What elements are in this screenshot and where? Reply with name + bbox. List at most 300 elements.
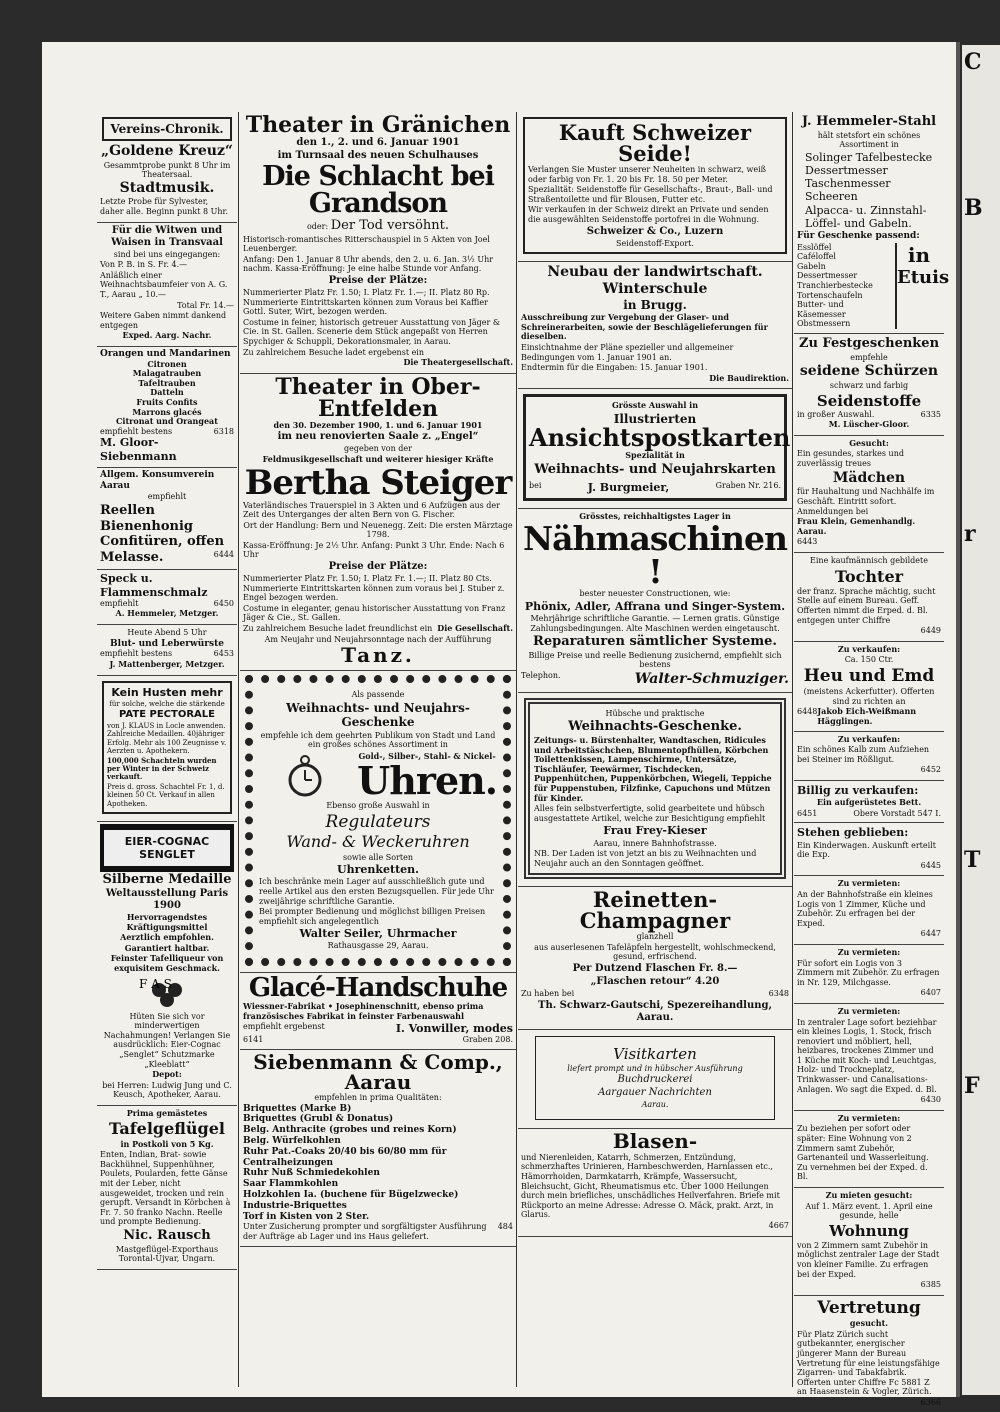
konsum-line1: Reellen Bienenhonig [100, 503, 193, 534]
hm-gift: Käsemesser [797, 309, 846, 319]
he-pre: Zu verkaufen: [837, 643, 901, 654]
orangen-footer: empfiehlt bestens [100, 426, 173, 436]
adjacent-page-fragment: F [964, 1073, 980, 1099]
hm-title: J. Hemmeler-Stahl [801, 114, 937, 129]
ad-heu-emd [794, 642, 944, 732]
husten-title: Kein Husten mehr [111, 685, 223, 699]
rc-text1: aus auserlesenen Tafeläpfeln hergestellt, wohlschmeckend, gesund, erfrischend. [534, 942, 776, 962]
fs-sign: M. Lüscher-Gloor. [828, 419, 910, 430]
sb-item: Saar Flammkohlen [243, 1179, 339, 1190]
ad-husten [97, 676, 237, 822]
w-title: Wohnung [829, 1221, 909, 1240]
orangen-item: Fruits Confits [136, 397, 198, 408]
uh-kinds: Gold-, Silber-, Stahl- & Nickel- [358, 750, 496, 761]
ws-text1: Ausschreibung zur Vergebung der Glaser- und Schreinerarbeiten, sowie der Beschlägelieferungen für dieselben. [521, 312, 768, 342]
fs-sub: empfehle [850, 352, 888, 362]
witwen-text1: sind bei uns eingegangen: [113, 249, 221, 259]
speck-title: Speck u. Flammenschmalz [100, 572, 208, 599]
blut-title: Blut- und Leberwürste [110, 638, 224, 649]
gr-dates: den 1., 2. und 6. Januar 1901 [296, 137, 460, 148]
cognac-t4: Feinster Tafelliqueur von exquisitem Geschmack. [110, 953, 224, 973]
ws-text2: Einsichtnahme der Pläne spezieller und allgemeiner Bedingungen vom 1. Januar 1901 an. [521, 342, 734, 362]
ak-title: Ansichtspostkarten [529, 423, 791, 453]
gl-text2: empfiehlt ergebenst [243, 1022, 325, 1032]
fs-big: seidene Schürzen [799, 363, 939, 380]
v3-text: In zentraler Lage sofort beziehbar ein kleines Logis, 1. Stock, frisch renoviert und möbliert, hell, heizbares, trockenes Zimmer und 1 Küche mit Koch- und Leuchtgas, Holz- und Trockneplatz, Trinkwasser- und Canalisations-Anlagen. Wo sagt die Exped. d. Bl. [797, 1017, 937, 1094]
nm-title: Nähmaschinen [522, 519, 788, 559]
uh-addr: Rathausgasse 29, Aarau. [327, 941, 429, 951]
ob-play: Bertha Steiger [244, 462, 512, 503]
orangen-num: 6318 [213, 426, 234, 436]
ad-gefluegel [97, 1106, 237, 1270]
kalb-num: 6452 [920, 765, 941, 775]
uh-sign: Walter Seiler, Uhrmacher [299, 927, 457, 941]
v4-pre: Zu vermieten: [837, 1112, 901, 1123]
ad-winterschule [518, 262, 792, 389]
gl-sign: I. Vonwiller, modes [395, 1022, 513, 1036]
uh-sowie: sowie alle Sorten [343, 852, 413, 862]
ob-title: Theater in Ober-Entfelden [275, 373, 481, 422]
m-text2: für Hauhaltung und Nachhälfe im Geschäft. Eintritt sofort. Anmeldungen bei [797, 487, 935, 516]
m-sign: Frau Klein, Gemenhandlg. Aarau. [797, 516, 916, 536]
hm-item: Dessertmesser [805, 163, 888, 177]
uh-big: Uhren. [357, 758, 497, 804]
ws-title: Neubau der landwirtschaft. Winterschule [547, 264, 763, 297]
ak-spec: Spezialität in [625, 450, 685, 461]
he-title: Heu und Emd [803, 665, 935, 686]
seide-text3: Wir verkaufen in der Schweiz direkt an Private und senden die ausgewählten Seidenstoffe portofrei in die Wohnung. [528, 205, 769, 224]
ws-place: in Brugg. [623, 297, 687, 312]
adjacent-page-fragment: C [964, 49, 982, 75]
adjacent-page-fragment: T [964, 847, 981, 873]
vk-line3: Aargauer Nachrichten [598, 1087, 712, 1099]
konsum-line3: Melasse. [100, 549, 164, 565]
ob-tanz: Tanz. [341, 643, 415, 668]
ad-konsum [97, 468, 237, 571]
m-pre: Gesucht: [849, 437, 889, 448]
rc-title: Reinetten-Champagner [579, 887, 731, 934]
w-pre: Zu mieten gesucht: [825, 1190, 913, 1200]
kw-title: Stehen geblieben: [797, 826, 909, 840]
ak-sign: J. Burgmeier, [587, 481, 670, 495]
w-text1: Auf 1. März event. 1. April eine gesunde, helle [805, 1201, 933, 1221]
witwen-line2: Anläßlich einer Weihnachtsbaumfeier von A. G. T., Aarau „ 10.— [100, 270, 228, 299]
konsum-line2: Confitüren, offen [100, 534, 225, 550]
ad-cognac [97, 822, 237, 1106]
husten-product: PATE PECTORALE [119, 709, 215, 721]
seide-text1: Verlangen Sie Muster unserer Neuheiten in schwarz, weiß oder farbig von Fr. 1. 20 bis Fr. 18. 50 per Meter. [528, 165, 766, 184]
stadtmusik-text: Letzte Probe für Sylvester, daher alle. Beginn punkt 8 Uhr. [100, 197, 229, 216]
orangen-item: Malagatrauben [132, 368, 202, 379]
ak-kinds: Weihnachts- und Neujahrskarten [534, 461, 776, 477]
hm-gift: Tranchierbestecke [797, 281, 873, 291]
cognac-t6: bei Herren: Ludwig Jung und C. Keusch, Apotheker, Aarau. [102, 1080, 232, 1100]
he-text2: (meistens Ackerfutter). Offerten sind zu richten an [803, 687, 935, 706]
hm-item: Löffel- und Gabeln. [805, 216, 912, 230]
cognac-t5: Hüten Sie sich vor minderwertigen Nachahmungen! Verlangen Sie ausdrücklich: Eier-Cognac „Senglet“ Schutzmarke „Kleeblatt“ [103, 1011, 231, 1069]
gr-sub: Der Tod versöhnt. [330, 218, 449, 233]
ak-addr: Graben Nr. 216. [715, 481, 781, 491]
kreuz-text: Gesammtprobe punkt 8 Uhr im Theatersaal. [103, 160, 231, 180]
bl-num: 4667 [768, 1221, 789, 1231]
sb-item: Torf in Kisten von 2 Ster. [243, 1211, 370, 1222]
wg-addr: Aarau, innere Bahnhofstrasse. [593, 838, 717, 848]
vt-text: Für Platz Zürich sucht gutbekannter, energischer jüngerer Mann der Bureau Vertretung für eine leistungsfähige Zigarren- und Tabakfabrik. Offerten unter Chiffre Fc 5881 Z an Haasenstein & Vogler, Zürich. [797, 1329, 940, 1397]
gr-text3: Costume in feiner, historisch getreuer Ausstattung von Jäger & Cie. in St. Gallen. Scenerie dem Stück angepaßt von Herren Spychiger & Schuppli, Dekorationsmaler, in Aarau. [243, 317, 500, 346]
column-1 [97, 112, 237, 1387]
fs-num: 6335 [920, 409, 941, 419]
adjacent-page-fragment: r [964, 521, 976, 547]
kw-num: 6445 [920, 860, 941, 870]
gefl-text: Enten, Indian, Brat- sowie Backhühnel, Suppenhühner, Poulets, Poularden, fette Gänse mit der Leber, nicht ausgeweidet, trocken und rein gerupft. Versandt in Körbchen à Fr. 7. 50 franko Nachn. Reelle und prompte Bedienung. [100, 1150, 231, 1227]
m-num: 6443 [797, 537, 818, 547]
orangen-title: Orangen und Mandarinen [100, 348, 231, 359]
orangen-item: Tafeltrauben [138, 377, 196, 388]
uh-text3: Ich beschränke mein Lager auf ausschließlich gute und reelle Artikel aus den ersten Bezugsquellen. Für jede Uhr zweijährige schriftliche Garantie. [259, 877, 494, 906]
he-sign: Jakob Eich-Weißmann Hägglingen. [817, 706, 917, 727]
cognac-expo: Weltausstellung Paris 1900 [105, 887, 229, 911]
hm-gift: Tortenschaufeln [797, 290, 863, 300]
ad-witwen [97, 223, 237, 347]
ad-vermieten-4 [794, 1111, 944, 1188]
sb-item: Belg. Würfelkohlen [243, 1136, 341, 1147]
t-text: der franz. Sprache mächtig, sucht Stelle auf einem Bureau. Geff. Offerten nimmt die Erped. d. Bl. entgegen unter Chiffre [797, 586, 936, 625]
fs-text1: schwarz und farbig [829, 381, 909, 391]
cognac-t1: Hervorragendstes Kräftigungsmittel [126, 911, 208, 932]
sb-item: Ruhr Pat.-Coaks 20/40 bis 60/80 mm für Centralheizungen [243, 1146, 447, 1168]
m-title: Mädchen [832, 469, 906, 486]
hm-gift: Gabeln [797, 261, 826, 271]
konsum-title: Allgem. Konsumverein Aarau [100, 469, 215, 491]
seide-sign: Schweizer & Co., Luzern [586, 225, 724, 237]
gr-text2: Anfang: Den 1. Januar 8 Uhr abends, den 2. u. 6. Jan. 3½ Uhr nachm. Kassa-Eröffnung: Je eine halbe Stunde vor Anfang. [243, 254, 494, 274]
rc-price2: „Flaschen retour“ 4.20 [590, 976, 720, 988]
ad-blasen [518, 1129, 792, 1237]
seide-title: Kauft Schweizer Seide! [558, 120, 752, 166]
ad-theater-ober-entfelden [240, 374, 516, 672]
ad-uhren [240, 671, 516, 973]
ad-vereins [97, 112, 237, 223]
husten-text2: von J. KLAUS in Locle anwenden. Zahlreiche Medaillen. 40jähriger Erfolg. Mehr als 100 Zeugnisse v. Aerzten u. Apothekern. [107, 722, 227, 756]
blut-num: 6453 [213, 649, 234, 659]
wg-text3: NB. Der Laden ist von jetzt an bis zu Weihnachten und Neujahr auch an den Sonntagen geöffnet. [534, 849, 757, 868]
v1-num: 6447 [920, 929, 941, 939]
ad-reinetten [518, 887, 792, 1029]
vk-title: Visitkarten [613, 1044, 697, 1063]
ak-sub: Illustrierten [613, 411, 697, 426]
speck-sign: A. Hemmeler, Metzger. [115, 608, 219, 619]
uh-reg: Regulateurs [325, 811, 431, 832]
nm-brands: Phönix, Adler, Affrana und Singer-System. [524, 599, 786, 613]
ob-dates: den 30. Dezember 1900, 1. und 6. Januar 1901 [273, 419, 483, 430]
nm-text2: Mehrjährige schriftliche Garantie. — Lernen gratis. Günstige Zahlungsbedingungen. Alte Maschinen werden eingetauscht. [530, 614, 780, 633]
ad-glace [240, 973, 516, 1050]
ob-given: gegeben von der [344, 444, 412, 454]
ob-prices: Nummerierter Platz Fr. 1.50; I. Platz Fr. 1.—; II. Platz 80 Cts. Nummerierte Eintrittskarten können zum voraus bei J. Stuber z. Engel bezogen werden. [243, 574, 505, 603]
witwen-title: Für die Witwen und Waisen in Transvaal [111, 224, 223, 248]
bl-title: Blasen- [612, 1128, 698, 1153]
gr-sub-pre: oder: [306, 222, 329, 231]
ws-text3: Endtermin für die Eingaben: 15. Januar 1901. [521, 363, 708, 373]
ad-kalb [794, 732, 944, 781]
ak-bei: bei [529, 481, 542, 491]
gr-sign: Die Theatergesellschaft. [403, 357, 513, 368]
gl-num: 6141 [243, 1035, 264, 1045]
ad-vermieten-2 [794, 945, 944, 1004]
ad-weihnachtsgeschenke [518, 693, 792, 888]
kalb-pre: Zu verkaufen: [837, 733, 901, 744]
sb-sub: empfehlen in prima Qualitäten: [314, 1093, 442, 1103]
hm-gift: Caféloffel [797, 252, 836, 262]
ad-speck [97, 570, 237, 625]
blut-sign: J. Mattenberger, Metzger. [109, 658, 225, 669]
gl-text1: Wiessner-Fabrikat • Josephinenschnitt, ebenso prima französisches Fabrikat in feinster Farbenauswahl [243, 1001, 484, 1021]
vt-title: Vertretung [817, 1297, 921, 1318]
gefl-sub: in Postkoli von 5 Kg. [120, 1138, 214, 1149]
gefl-pre: Prima gemästetes [126, 1107, 208, 1118]
hm-gift: Esslöffel [797, 242, 832, 252]
orangen-item: Citronat und Orangeat [116, 416, 218, 427]
nm-sign: Walter-Schmuziger. [634, 671, 789, 687]
v4-text: Zu beziehen per sofort oder später: Eine Wohnung von 2 Zimmern samt Zubehör, Gartenanteil und Wasserleitung. Zu vernehmen bei der Exped. d. Bl. [797, 1124, 929, 1182]
gr-title: Theater in Gränichen [245, 112, 511, 138]
ad-ansichtskarten [518, 389, 792, 508]
he-num: 6448 [797, 707, 818, 717]
ad-vertretung [794, 1296, 944, 1412]
sb-item: Industrie-Briquettes [243, 1200, 347, 1211]
nm-pre: Grösstes, reichhaltigstes Lager in [579, 510, 731, 521]
kalb-text: Ein schönes Kalb zum Aufziehen bei Steiner im Rößligut. [797, 745, 930, 764]
cognac-t3: Garantiert haltbar. [124, 942, 210, 953]
orangen-sign: M. Gloor-Siebenmann [100, 436, 177, 463]
cognac-brand: EIER-COGNAC SENGLET [104, 830, 230, 866]
wg-pre: Hübsche und praktische [605, 708, 705, 718]
fs-big2: Seidenstoffe [816, 391, 922, 410]
hm-in: in [907, 242, 931, 267]
hm-text: hält stetsfort ein schönes Assortiment in [817, 130, 921, 150]
gr-text1: Historisch-romantisches Ritterschauspiel in 5 Akten von Joel Leuenberger. [243, 234, 490, 254]
sb-item: Ruhr Nuß Schmiedekohlen [243, 1168, 380, 1179]
cloverleaf-logo [137, 976, 197, 1010]
gr-prices-title: Preise der Plätze: [328, 274, 428, 286]
he-text1: Ca. 150 Ctr. [844, 655, 894, 665]
nm-rep: Reparaturen sämtlicher Systeme. [533, 634, 777, 650]
wg-text1: Zeitungs- u. Bürstenhalter, Wandtaschen, Ridicules und Arbeitstäschchen, Blumentopfhüllen, Körbchen Toilettenkissen, Lampenschirme, Untersätze, Tischläufer, Teewärmer, Tischdecken, Puppenhütchen, Puppenkörbchen, Wiegeli, Teppiche für Puppenstuben, Filzfinke, Capuchons und Mützen für Kinder. [534, 734, 772, 803]
gl-addr: Graben 208. [462, 1035, 513, 1045]
uh-text1: empfehle ich dem geehrten Publikum von Stadt und Land ein großes schönes Assortiment in [260, 730, 496, 750]
orangen-item: Datteln [150, 387, 184, 398]
ad-vermieten-1 [794, 876, 944, 945]
sb-item: Briquettes (Marke B) [243, 1103, 352, 1114]
speck-num: 6450 [213, 598, 234, 608]
v2-pre: Zu vermieten: [837, 946, 901, 957]
gr-prices: Nummerierter Platz Fr. 1.50; I. Platz Fr. 1.—; II. Platz 80 Rp. Nummerierte Eintrittskarten können zum Voraus bei Kaffier Gottl. Suter, Wirt, bezogen werden. [243, 287, 490, 317]
ad-vermieten-3 [794, 1004, 944, 1111]
ob-text6: Am Neujahr und Neujahrsonntage nach der Aufführung [264, 634, 492, 644]
ad-maedchen [794, 436, 944, 553]
rc-haben: Zu haben bei [521, 989, 575, 999]
sb-item: Briquettes (Grubl & Donatus) [243, 1114, 394, 1125]
vk-line4: Aarau. [641, 1100, 669, 1110]
gefl-title: Tafelgeflügel [109, 1119, 225, 1139]
v1-text: An der Bahnhofstraße ein kleines Logis von 1 Zimmer, Küche und Zubehör. Zu erfragen bei der Exped. [797, 889, 933, 928]
w-num: 6385 [920, 1280, 941, 1290]
ob-place: im neu renovierten Saale z. „Engel“ [277, 431, 479, 443]
newspaper-page [42, 42, 960, 1407]
ad-hemmeler-stahl [794, 112, 950, 334]
husten-price: Preis d. gross. Schachtel Fr. 1, d. kleinen 50 Ct. Verkauf in allen Apotheken. [107, 782, 225, 808]
vk-line1: liefert prompt und in hübscher Ausführung [567, 1063, 743, 1073]
ob-text1: Vaterländisches Trauerspiel in 3 Akten und 6 Aufzügen aus der Zeit des Unterganges der alten Bern von G. Fischer. [243, 500, 500, 520]
vt-sub: gesucht. [849, 1318, 889, 1329]
t-pre: Eine kaufmännisch gebildete [810, 555, 928, 565]
adjacent-page-edge [962, 45, 1000, 1395]
fs-text2: in großer Auswahl. [797, 409, 875, 419]
ad-tochter [794, 553, 944, 642]
nm-text1: bester neuester Constructionen, wie: [579, 589, 731, 599]
sb-item: Holzkohlen Ia. (buchene für Bügelzwecke) [243, 1190, 459, 1201]
bl-text: und Nierenleiden, Katarrh, Schmerzen, Entzündung, schmerzhaftes Urinieren, Harnbeschwerden, Harnlassen etc., Hämorrhoiden, Darmkatarrh, Krämpfe, Wassersucht, Bleichsucht, Gicht, Rheumatismus etc. Über 1000 Heilungen durch mein briefliches, unschädliches Heilverfahren. Briefe mit Rückporto an meine Adresse: Adresse O. Mäck, prakt. Arzt, in Glarus. [521, 1152, 780, 1220]
adjacent-page-fragment: B [964, 195, 983, 221]
ad-blut [97, 625, 237, 676]
ad-naehmaschinen [518, 509, 792, 693]
hm-gift: Dessertmesser [797, 271, 858, 281]
ad-bett [794, 781, 944, 823]
cognac-depot: Depot: [152, 1069, 182, 1080]
nm-tel: Telephon. [521, 671, 561, 680]
ob-text3: Kassa-Eröffnung: Je 2½ Uhr. Anfang: Punkt 3 Uhr. Ende: Nach 6 Uhr [243, 540, 505, 560]
witwen-text2: Weitere Gaben nimmt dankend entgegen [100, 311, 227, 330]
seide-text2: Spezialität: Seidenstoffe für Gesellschafts-, Braut-, Ball- und Straßentoilette und für Blousen, Futter etc. [528, 185, 773, 204]
husten-big: 100,000 Schachteln wurden per Winter in der Schweiz verkauft. [107, 755, 217, 782]
uh-ketten: Uhrenketten. [337, 863, 419, 877]
sb-text: Unter Zusicherung prompter und sorgfältigster Ausführung der Aufträge ab Lager und ins Haus geliefert. [243, 1222, 487, 1241]
vk-line2: Buchdruckerei [617, 1074, 693, 1086]
v2-num: 6407 [920, 988, 941, 998]
m-text1: Ein gesundes, starkes und zuverlässig treues [797, 449, 904, 468]
ob-prices-title: Preise der Plätze: [328, 561, 428, 573]
gr-play: Die Schlacht bei Grandson [262, 161, 494, 219]
hm-gift: Obstmessern [797, 319, 851, 329]
ob-society: Feldmusikgesellschaft und weiterer hiesiger Kräfte [262, 453, 494, 464]
vt-num: 6366 [920, 1397, 941, 1407]
blut-footer: empfiehlt bestens [100, 649, 173, 659]
ad-festgeschenke [794, 334, 944, 436]
hm-item: Taschenmesser [805, 177, 891, 191]
t-title: Tochter [834, 566, 904, 586]
ws-sign: Die Baudirektion. [709, 372, 789, 383]
rc-sign: Th. Schwarz-Gautschi, Spezereihandlung, Aarau. [538, 999, 772, 1023]
wg-sign: Frau Frey-Kieser [603, 824, 707, 838]
rc-num: 6348 [768, 989, 789, 999]
sb-num: 484 [497, 1222, 513, 1232]
rc-price1: Per Dutzend Flaschen Fr. 8.— [572, 963, 738, 975]
cognac-logo-text: F A S [139, 976, 172, 991]
kreuz-title: „Goldene Kreuz“ [101, 143, 233, 160]
bett-addr: Obere Vorstadt 547 I. [853, 808, 941, 818]
gefl-sign: Nic. Rausch [123, 1228, 211, 1243]
witwen-total: Total Fr. 14.— [177, 300, 234, 310]
konsum-sub: empfiehlt [147, 492, 187, 502]
v1-pre: Zu vermieten: [837, 878, 901, 889]
cognac-medal: Silberne Medaille [102, 872, 232, 888]
orangen-item: Citronen [147, 358, 187, 369]
sb-title: Siebenmann & Comp., Aarau [253, 1050, 503, 1095]
v3-num: 6430 [920, 1095, 941, 1105]
hm-item: Solinger Tafelbestecke [805, 150, 933, 164]
wg-title: Weihnachts-Geschenke. [568, 719, 742, 735]
w-text2: von 2 Zimmern samt Zubehör in möglichst zentraler Lage der Stadt von kleiner Familie. Zu erfragen bei der Exped. [797, 1240, 940, 1279]
hm-gift: Butter- und [797, 300, 844, 310]
kw-text: Ein Kinderwagen. Auskunft erteilt die Exp. [797, 840, 936, 860]
t-num: 6449 [920, 626, 941, 636]
blut-pre: Heute Abend 5 Uhr [127, 627, 207, 637]
v2-text: Für sofort ein Logis von 3 Zimmern mit Zubehör. Zu erfragen in Nr. 129, Milchgasse. [797, 958, 940, 987]
gr-place: im Turnsaal des neuen Schulhauses [277, 150, 479, 161]
column-3 [518, 112, 792, 1387]
pocket-watch-icon [287, 754, 323, 798]
uh-title: Weihnachts- und Neujahrs-Geschenke [286, 700, 470, 730]
bett-text: Ein aufgerüstetes Bett. [816, 797, 922, 808]
rc-sub: glanzhell [636, 932, 674, 942]
cognac-t2: Aerztlich empfohlen. [120, 932, 214, 943]
hm-item: Scheeren [805, 190, 858, 204]
konsum-num: 6444 [213, 549, 234, 559]
orangen-item: Marrons glacés [132, 406, 202, 417]
column-4 [794, 112, 950, 1407]
ob-sign: Die Gesellschaft. [437, 623, 513, 634]
nm-text3: Billige Preise und reelle Bedienung zusichernd, empfiehlt sich bestens [528, 650, 782, 670]
ak-pre: Grösste Auswahl in [611, 400, 699, 411]
gl-title: Glacé-Handschuhe [248, 973, 508, 1004]
ad-wohnung [794, 1188, 944, 1296]
wg-text2: Alles fein selbstverfertigte, solid gearbeitete und hübsch ausgestattete Artikel, welche zur Besichtigung empfiehlt [534, 804, 766, 823]
ad-visitkarten [518, 1030, 792, 1129]
ad-theater-graenichen [240, 112, 516, 374]
ad-orangen [97, 347, 237, 468]
fs-title: Zu Festgeschenken [798, 336, 940, 352]
ad-seide [518, 112, 792, 262]
hm-sub: Für Geschenke passend: [797, 230, 920, 241]
witwen-sign: Exped. Aarg. Nachr. [122, 330, 212, 341]
nm-excl: ! [648, 552, 662, 592]
uh-weck: Wand- & Weckeruhren [286, 832, 470, 852]
ad-siebenmann [240, 1050, 516, 1247]
hm-item: Alpacca- u. Zinnstahl- [805, 203, 927, 217]
bett-num: 6451 [797, 808, 818, 818]
ob-text4: Costume in eleganter, genau historischer Ausstattung von Franz Jäger & Cie., St. Gallen. [243, 603, 506, 623]
witwen-line1: Von P. B. in S. Fr. 4.— [100, 260, 188, 270]
ob-text2: Ort der Handlung: Bern und Neuenegg. Zeit: Die ersten Märztage 1798. [243, 520, 513, 540]
v3-pre: Zu vermieten: [837, 1005, 901, 1016]
seide-sub: Seidenstoff-Export. [616, 238, 694, 248]
column-2 [240, 112, 516, 1387]
gr-text4: Zu zahlreichem Besuche ladet ergebenst ein [243, 347, 425, 357]
bett-pre: Billig zu verkaufen: [797, 784, 919, 798]
speck-text: empfiehlt [100, 598, 139, 608]
hm-etuis: Etuis [897, 266, 950, 288]
uh-text2: Ebenso große Auswahl in [326, 801, 430, 811]
gefl-sign2: Mastgeflügel-Exporthaus Torontal-Ujvar, Ungarn. [115, 1244, 219, 1264]
ad-kinderwagen [794, 823, 944, 876]
ob-text5: Zu zahlreichem Besuche ladet freundlichst ein [243, 624, 433, 634]
sb-item: Belg. Anthracite (grobes und reines Korn) [243, 1125, 457, 1136]
stadtmusik-title: Stadtmusik. [119, 179, 215, 196]
uh-text4: Bei prompter Bedienung und möglichst billigen Preisen empfiehlt sich angelegentlich [259, 907, 486, 926]
husten-text1: für solche, welche die stärkende [109, 699, 225, 708]
vereins-chronik-title: Vereins-Chronik. [102, 117, 232, 141]
uh-pre: Als passende [351, 690, 405, 700]
